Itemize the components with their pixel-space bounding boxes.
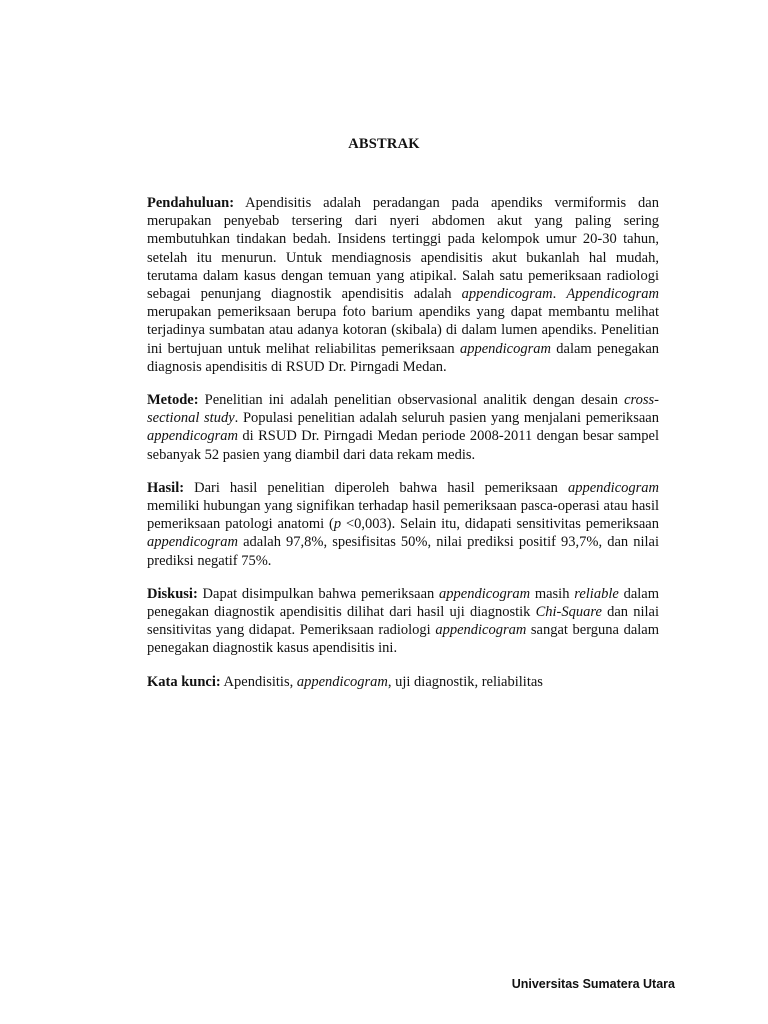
italic-term: appendicogram (567, 479, 659, 496)
section-diskusi (147, 585, 659, 658)
section-text: merupakan pemeriksaan berupa foto barium apendiks yang dapat membantu melihat terjadinya sumbatan atau adanya kotoran (skibala) di dalam lumen apendiks. Penelitian ini bertujuan untuk melihat reliabilitas pemeriksaan (147, 304, 659, 357)
section-text: sangat berguna dalam penegakan diagnostik kasus apendisitis ini. (147, 622, 659, 657)
section-text: Penelitian ini adalah penelitian observasional analitik dengan desain (198, 392, 625, 409)
section-text: masih (530, 585, 575, 602)
section-hasil (147, 479, 659, 570)
italic-term: appendicogram (459, 340, 551, 357)
section-text: Dari hasil penelitian diperoleh bahwa hasil pemeriksaan (184, 479, 568, 496)
section-label: Diskusi: (147, 585, 198, 602)
italic-term: appendicogram (461, 286, 553, 303)
section-text: dan nilai sensitivitas yang didapat. Pemeriksaan radiologi (147, 604, 659, 639)
section-text: <0,003). Selain itu, didapati sensitivitas pemeriksaan (341, 516, 659, 533)
italic-term: reliable (574, 585, 619, 602)
section-label: Pendahuluan: (147, 195, 235, 211)
italic-term: Chi-Square (535, 604, 602, 621)
italic-term: appendicogram (147, 534, 239, 551)
italic-term: appendicogram (439, 585, 531, 602)
page-title: ABSTRAK (348, 136, 420, 152)
footer-institution: Universitas Sumatera Utara (511, 977, 675, 991)
section-text: dalam penegakan diagnosis apendisitis di RSUD Dr. Pirngadi Medan. (147, 340, 659, 375)
section-text: memiliki hubungan yang signifikan terhadap hasil pemeriksaan pasca-operasi atau hasil pemeriksaan patologi anatomi ( (147, 498, 659, 533)
italic-term: appendicogram (296, 673, 388, 690)
section-text: Apendisitis, (220, 673, 297, 690)
section-text: dalam penegakan diagnostik apendisitis dilihat dari hasil uji diagnostik (147, 585, 659, 621)
italic-term: cross-sectional study (147, 392, 659, 427)
italic-term: Appendicogram (566, 286, 660, 303)
abstract-body (147, 194, 659, 706)
section-text: . Populasi penelitian adalah seluruh pasien yang menjalani pemeriksaan (234, 410, 659, 427)
section-label: Kata kunci: (147, 673, 221, 690)
section-pendahuluan (147, 194, 659, 376)
italic-term: p (333, 516, 342, 533)
italic-term: appendicogram (435, 622, 527, 639)
section-label: Hasil: (147, 479, 185, 496)
section-text: di RSUD Dr. Pirngadi Medan periode 2008-2011 dengan besar sampel sebanyak 52 pasien yang diambil dari data rekam medis. (147, 428, 659, 463)
section-kata-kunci (147, 673, 659, 691)
section-metode (147, 391, 659, 464)
section-text: Apendisitis adalah peradangan pada apendiks vermiformis dan merupakan penyebab tersering dari nyeri abdomen akut yang paling sering membutuhkan tindakan bedah. Insidens tertinggi pada kelompok umur 20-30 tahun, setelah itu menurun. Untuk mendiagnosis apendisitis akut bukanlah hal mudah, terutama dalam kasus dengan temuan yang atipikal. Salah satu pemeriksaan radiologi sebagai penunjang diagnostik apendisitis adalah (147, 195, 659, 303)
section-text: adalah 97,8%, spesifisitas 50%, nilai prediksi positif 93,7%, dan nilai prediksi negatif 75%. (147, 534, 659, 569)
section-text: . (552, 286, 567, 303)
italic-term: appendicogram (147, 428, 239, 445)
section-label: Metode: (147, 392, 199, 409)
section-text: , uji diagnostik, reliabilitas (387, 673, 543, 690)
section-text: Dapat disimpulkan bahwa pemeriksaan (197, 585, 440, 602)
